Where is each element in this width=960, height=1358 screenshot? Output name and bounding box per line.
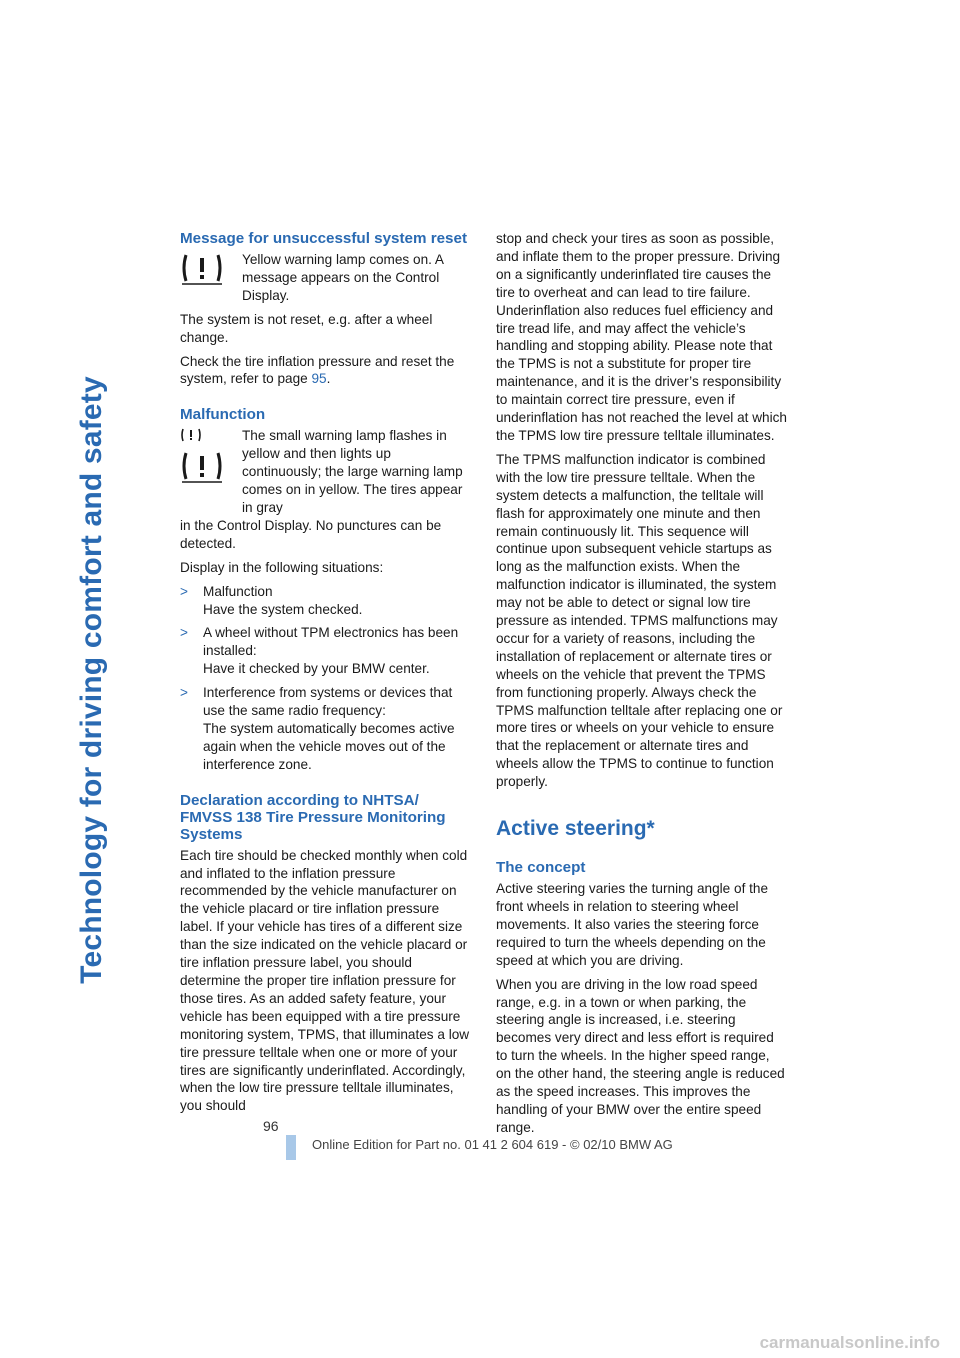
list-item <box>180 684 472 774</box>
active-steering-heading: Active steering* <box>496 817 655 841</box>
concept-paragraph-2: When you are driving in the low road speed range, e.g. in a town or when parking, the steering angle is increased, i.e. steering becomes very direct and less effort is required to turn the wheels. In the higher speed range, on the other hand, the steering angle is reduced as the speed increases. This improves the handling of your BMW over the entire speed range. <box>496 976 785 1135</box>
footer-accent-bar <box>286 1135 296 1160</box>
page-number: 96 <box>263 1118 279 1134</box>
tire-warning-icon <box>180 251 224 285</box>
tire-warning-icon <box>180 449 224 483</box>
msg-paragraph-2: Check the tire inflation pressure and reset the system, refer to page 95. <box>180 353 455 387</box>
malfunction-continued: in the Control Display. No punctures can be detected. <box>180 517 442 551</box>
tpms-continued-paragraph: stop and check your tires as soon as possible, and inflate them to the proper pressure. Driving on a significantly underinflated tire causes the tire to overheat and can lead to tire failure. Underinflation also reduces fuel efficiency and tire tread life, and may affect the vehicle’s handling and stopping ability. Please note that the TPMS is not a substitute for proper tire maintenance, and it is the driver’s responsibility to maintain correct tire pressure, even if underinflation has not reached the level at which the TPMS low tire pressure telltale illuminates. <box>496 231 787 443</box>
malfunction-heading: Malfunction <box>180 406 266 424</box>
concept-heading: The concept <box>496 859 586 877</box>
bullet-marker: > <box>180 685 188 701</box>
page-ref-link[interactable]: 95 <box>311 371 327 387</box>
msg-heading: Message for unsuccessful system reset <box>180 230 468 247</box>
msg-paragraph-1: The system is not reset, e.g. after a wheel change. <box>180 311 433 345</box>
footer-edition: Online Edition for Part no. 01 41 2 604 619 - © 02/10 BMW AG <box>312 1137 673 1152</box>
declaration-heading: Declaration according to NHTSA/ FMVSS 138 Tire Pressure Monitoring Systems <box>180 791 446 843</box>
bullet-marker: > <box>180 625 188 641</box>
malfunction-icon-block <box>180 427 472 517</box>
list-item <box>180 583 472 619</box>
malfunction-situations-intro: Display in the following situations: <box>180 559 384 575</box>
bullet-text: A wheel without TPM electronics has been installed: Have it checked by your BMW center. <box>203 625 459 677</box>
watermark: carmanualsonline.info <box>759 1333 940 1352</box>
list-item <box>180 624 472 678</box>
chapter-side-title: Technology for driving comfort and safety <box>75 376 108 984</box>
left-column <box>180 230 472 1121</box>
tpms-malfunction-paragraph: The TPMS malfunction indicator is combined with the low tire pressure telltale. When the system detects a malfunction, the telltale will flash for approximately one minute and then remain continuously lit. This sequence will continue upon subsequent vehicle startups as long as the malfunction exists. When the malfunction indicator is illuminated, the system may not be able to detect or signal low tire pressure as intended. TPMS malfunctions may occur for a variety of reasons, including the installation of replacement or alternate tires or wheels on the vehicle that prevent the TPMS from functioning properly. Always check the TPMS malfunction telltale after replacing one or more tires or wheels on your vehicle to ensure that the replacement or alternate tires and wheels allow the TPMS to continue to function properly. <box>496 451 783 790</box>
bullet-text: Malfunction Have the system checked. <box>203 583 363 617</box>
msg-icon-block <box>180 251 472 305</box>
right-column <box>496 230 788 1143</box>
declaration-text: Each tire should be checked monthly when cold and inflated to the inflation pressure recommended by the vehicle manufacturer on the vehicle placard or tire inflation pressure label. If your vehicle has tires of a different size than the size indicated on the vehicle placard or tire inflation pressure label, you should determine the proper tire inflation pressure for those tires. As an added safety feature, your vehicle has been equipped with a tire pressure monitoring system, TPMS, that illuminates a low tire pressure telltale when one or more of your tires are significantly underinflated. Accordingly, when the low tire pressure telltale illuminates, you should <box>180 847 470 1114</box>
concept-paragraph-1: Active steering varies the turning angle of the front wheels in relation to steering wheel movements. It also varies the steering force required to turn the wheels depending on the speed at which you are driving. <box>496 881 769 968</box>
small-tire-warning-icon <box>180 427 202 443</box>
bullet-marker: > <box>180 583 188 599</box>
malfunction-icon-text: The small warning lamp flashes in yellow and then lights up continuously; the large warning lamp comes on in yellow. The tires appear in gray <box>242 428 463 515</box>
bullet-text: Interference from systems or devices that use the same radio frequency: The system automatically becomes active again when the vehicle moves out of the interference zone. <box>203 685 455 772</box>
msg-icon-text: Yellow warning lamp comes on. A message appears on the Control Display. <box>242 252 444 303</box>
